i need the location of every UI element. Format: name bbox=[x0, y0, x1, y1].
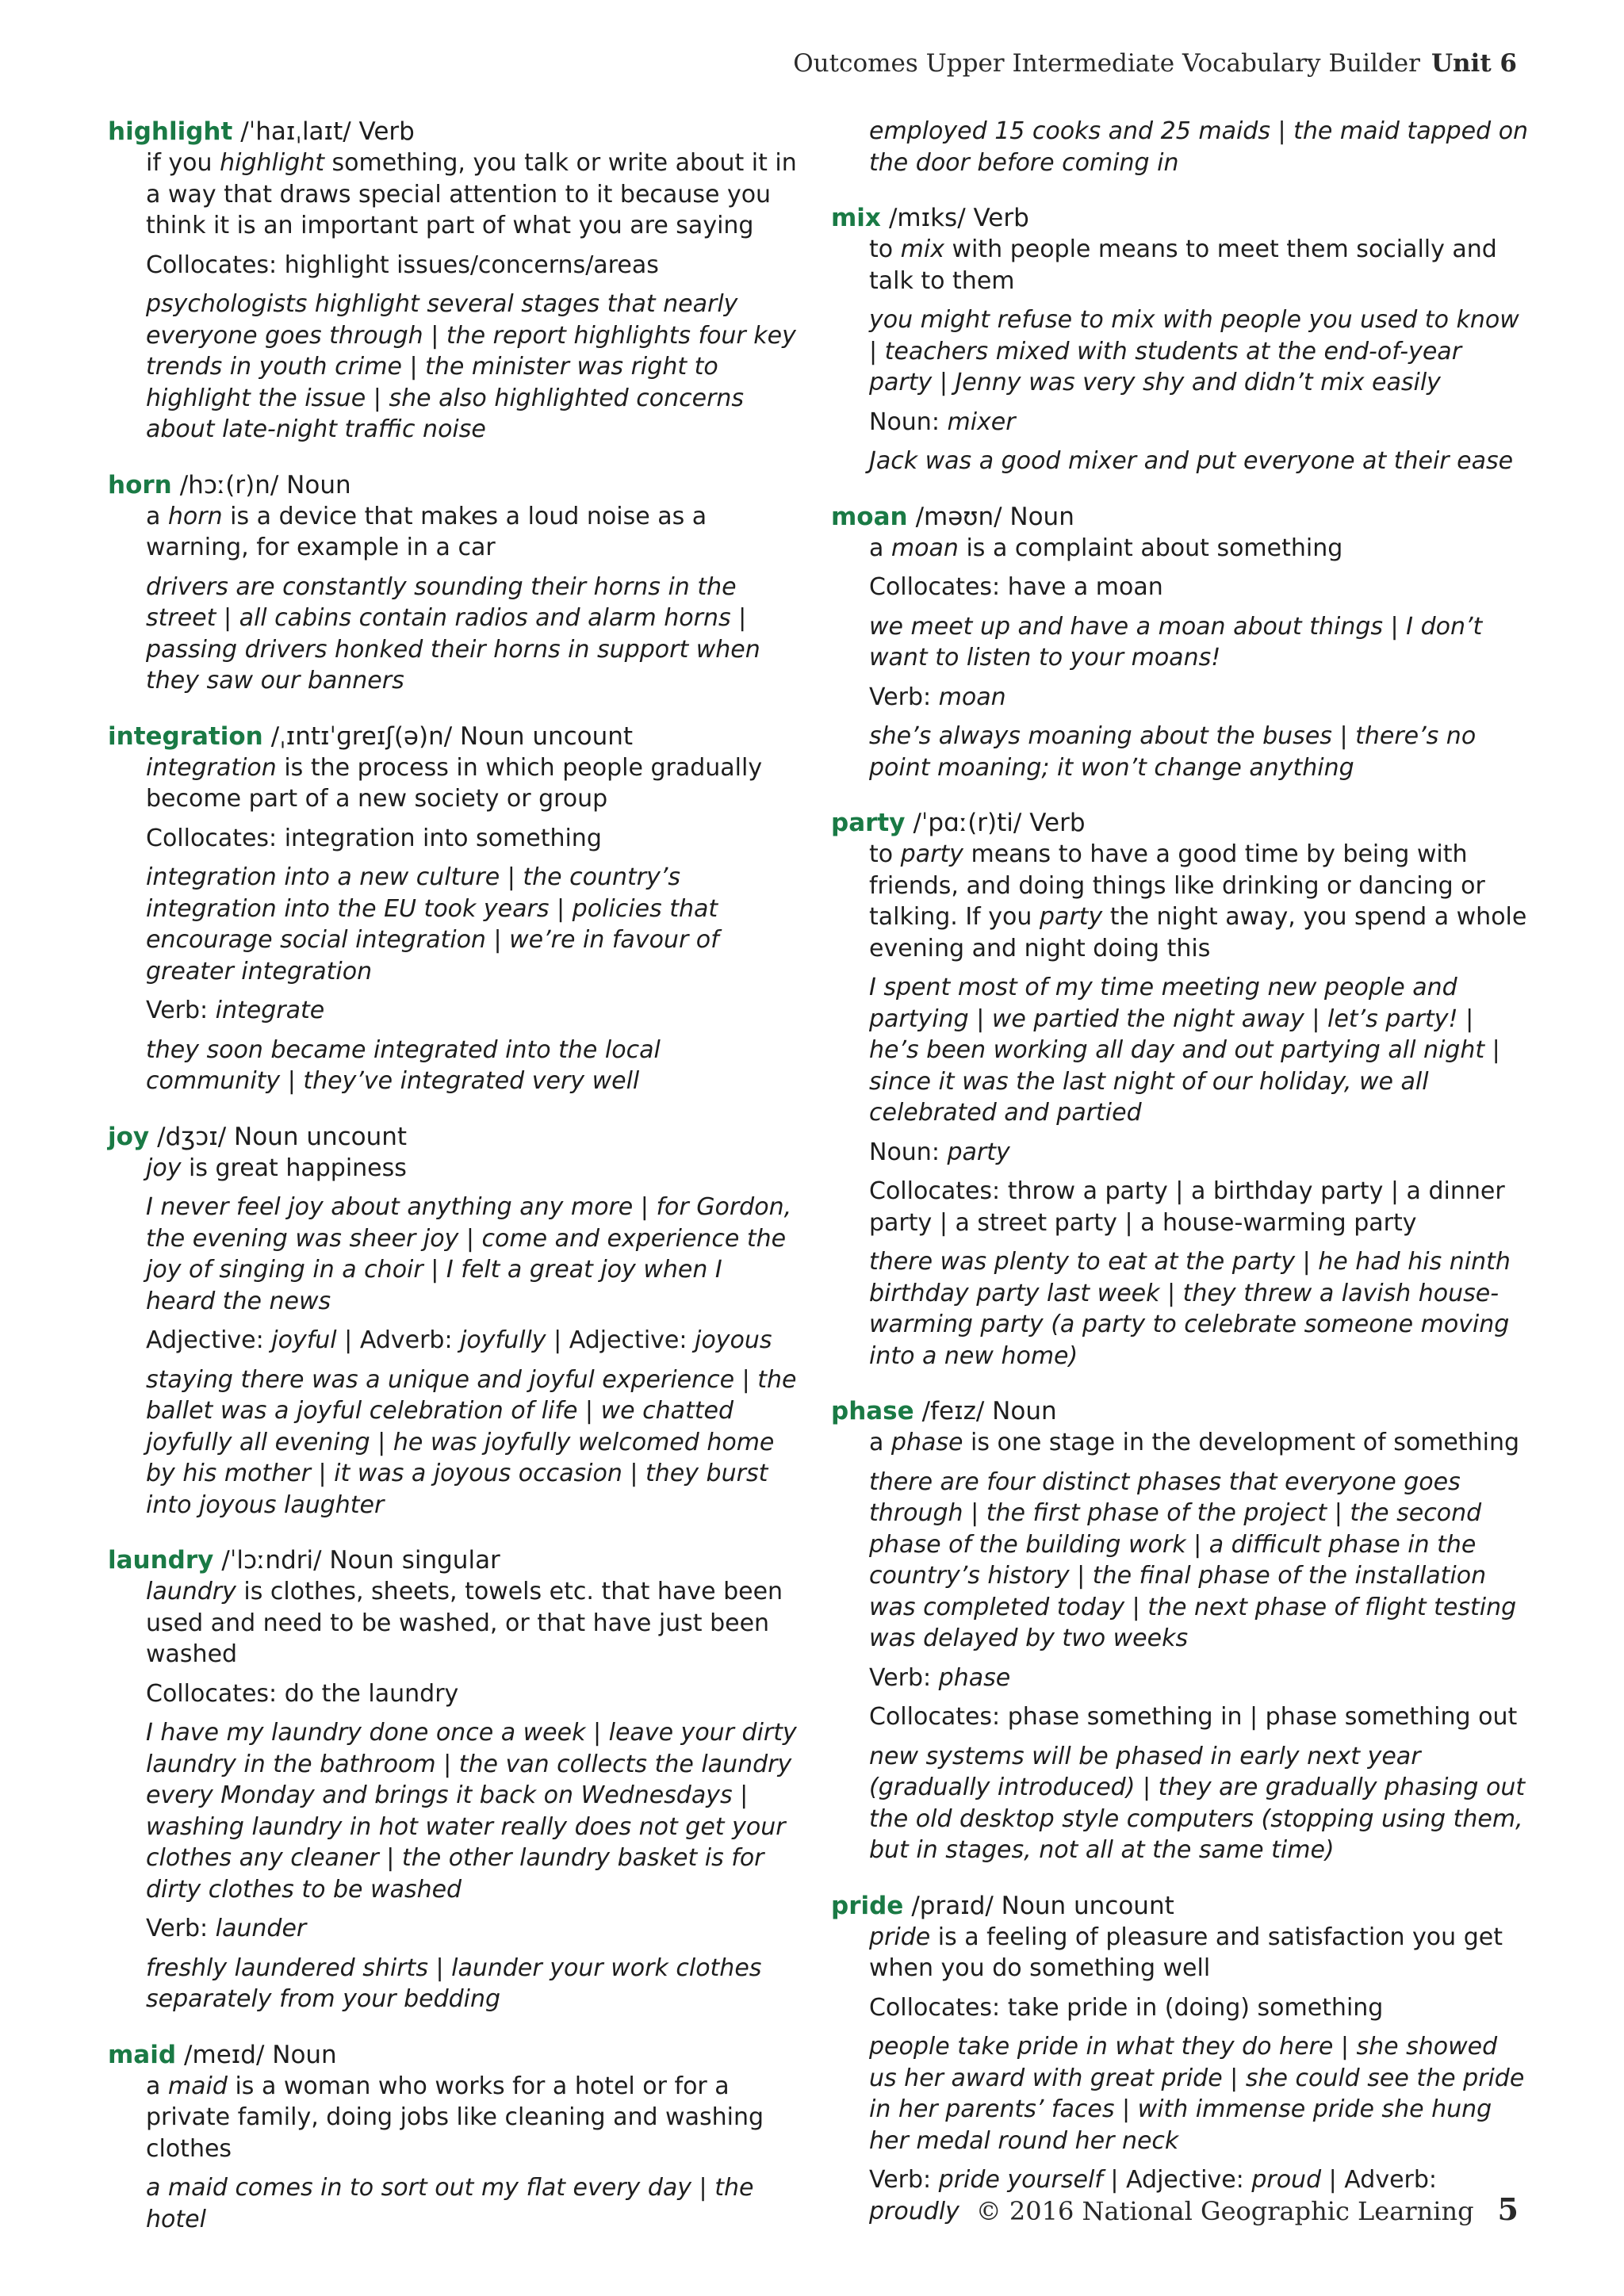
example-sentences: staying there was a unique and joyful experience | the ballet was a joyful celebration of life | we chatted joyfully all evening | he was joyfully welcomed home by his mother | it was a joyous occasion | they burst into joyous laughter bbox=[146, 1365, 797, 1519]
entry-head bbox=[108, 1544, 798, 1576]
headword: party bbox=[831, 809, 906, 837]
entry-mix bbox=[831, 202, 1529, 477]
pronunciation-and-class: /feɪz/ Noun bbox=[921, 1397, 1057, 1425]
pronunciation-and-class: /ˈpɑː(r)ti/ Verb bbox=[913, 809, 1086, 837]
pronunciation-and-class: /praɪd/ Noun uncount bbox=[911, 1891, 1174, 1920]
entry-body bbox=[869, 1922, 1529, 2228]
example-sentences: Jack was a good mixer and put everyone at their ease bbox=[869, 447, 1514, 475]
definition: laundry is clothes, sheets, towels etc. that have been used and need to be washed, or that have just been washed bbox=[146, 1578, 783, 1668]
entry-head bbox=[108, 2039, 798, 2071]
definition: joy is great happiness bbox=[146, 1154, 407, 1182]
definition: Verb: moan bbox=[869, 683, 1006, 711]
page-header bbox=[793, 49, 1517, 78]
example-sentences: people take pride in what they do here | she showed us her award with great pride | she could see the pride in her parents’ faces | with immense pride she hung her medal round her neck bbox=[869, 2033, 1525, 2155]
collocates: Collocates: highlight issues/concerns/areas bbox=[146, 251, 659, 279]
entry-head bbox=[108, 1121, 798, 1153]
entry-body bbox=[869, 234, 1529, 477]
definition: a maid is a woman who works for a hotel or for a private family, doing jobs like cleaning and washing clothes bbox=[146, 2072, 764, 2163]
headword: joy bbox=[108, 1122, 150, 1151]
entry-head bbox=[831, 1890, 1529, 1922]
entry-moan bbox=[831, 501, 1529, 784]
example-sentences: employed 15 cooks and 25 maids | the maid tapped on the door before coming in bbox=[869, 117, 1529, 177]
example-sentences: they soon became integrated into the local community | they’ve integrated very well bbox=[146, 1035, 661, 1095]
example-sentences: integration into a new culture | the country’s integration into the EU took years | policies that encourage social integration | we’re in favour of greater integration bbox=[146, 863, 719, 985]
entry-highlight bbox=[108, 116, 798, 446]
collocates: Collocates: have a moan bbox=[869, 573, 1163, 601]
headword: integration bbox=[108, 721, 263, 751]
entry-body bbox=[146, 1576, 798, 2015]
definition: a horn is a device that makes a loud noise as a warning, for example in a car bbox=[146, 502, 707, 561]
headword: maid bbox=[108, 2040, 177, 2069]
example-sentences: I have my laundry done once a week | leave your dirty laundry in the bathroom | the van collects the laundry every Monday and brings it back on Wednesdays | washing laundry in hot water really does not get your clothes any cleaner | the other laundry basket is for dirty clothes to be washed bbox=[146, 1719, 797, 1904]
collocates: Collocates: throw a party | a birthday party | a dinner party | a street party | a house-warming party bbox=[869, 1177, 1505, 1237]
definition: a phase is one stage in the development of something bbox=[869, 1429, 1520, 1456]
entry-body bbox=[146, 147, 798, 446]
right-column bbox=[831, 116, 1529, 2251]
example-sentences: new systems will be phased in early next year (gradually introduced) | they are gradually phasing out the old desktop style computers (stopping using them, but in stages, not all at the same time) bbox=[869, 1742, 1526, 1864]
example-sentences: I spent most of my time meeting new people and partying | we partied the night away | let’s party! | he’s been working all day and out partying all night | since it was the last night of our holiday, we all celebrated and partied bbox=[869, 974, 1500, 1127]
example-sentences: there was plenty to eat at the party | he had his ninth birthday party last week | they threw a lavish house-warming party (a party to celebrate someone moving into a new home) bbox=[869, 1248, 1511, 1370]
definition: pride is a feeling of pleasure and satisfaction you get when you do something well bbox=[869, 1923, 1503, 1982]
example-sentences: I never feel joy about anything any more | for Gordon, the evening was sheer joy | come and experience the joy of singing in a choir | I felt a great joy when I heard the news bbox=[146, 1193, 792, 1315]
headword: highlight bbox=[108, 117, 233, 146]
collocates: Collocates: integration into something bbox=[146, 824, 602, 852]
entry-phase bbox=[831, 1395, 1529, 1866]
definition: integration is the process in which people gradually become part of a new society or group bbox=[146, 753, 763, 813]
example-sentences: a maid comes in to sort out my flat every day | the hotel bbox=[146, 2174, 754, 2233]
entry-horn bbox=[108, 469, 798, 697]
entry-body bbox=[869, 839, 1529, 1372]
example-sentences: psychologists highlight several stages that nearly everyone goes through | the report highlights four key trends in youth crime | the minister was right to highlight the issue | she also highlighted concerns about late-night traffic noise bbox=[146, 290, 796, 443]
entry-head bbox=[108, 116, 798, 147]
example-sentences: you might refuse to mix with people you used to know | teachers mixed with students at the end-of-year party | Jenny was very shy and didn’t mix easily bbox=[869, 306, 1519, 396]
pronunciation-and-class: /dʒɔɪ/ Noun uncount bbox=[157, 1122, 408, 1151]
headword: laundry bbox=[108, 1546, 214, 1575]
entry-body bbox=[146, 1153, 798, 1521]
example-sentences: she’s always moaning about the buses | there’s no point moaning; it won’t change anything bbox=[869, 722, 1477, 782]
definition: Noun: mixer bbox=[869, 408, 1016, 436]
definition: if you highlight something, you talk or write about it in a way that draws special attention to it because you think it is an important part of what you are saying bbox=[146, 149, 797, 239]
entry-joy bbox=[108, 1121, 798, 1521]
page-footer bbox=[976, 2191, 1519, 2227]
pronunciation-and-class: /hɔː(r)n/ Noun bbox=[179, 470, 351, 499]
example-sentences: drivers are constantly sounding their horns in the street | all cabins contain radios and alarm horns | passing drivers honked their horns in support when they saw our banners bbox=[146, 572, 760, 695]
headword: horn bbox=[108, 470, 172, 499]
entry-body bbox=[146, 501, 798, 697]
definition: Noun: party bbox=[869, 1138, 1010, 1166]
entry-body bbox=[869, 1427, 1529, 1866]
example-sentences: there are four distinct phases that everyone goes through | the first phase of the project | the second phase of the building work | a difficult phase in the country’s history | the final phase of the installation was completed today | the next phase of flight testing was delayed by two weeks bbox=[869, 1468, 1517, 1652]
definition: Verb: phase bbox=[869, 1663, 1011, 1692]
collocates: Collocates: take pride in (doing) something bbox=[869, 1993, 1384, 2022]
definition: Verb: pride yourself | Adjective: proud | Adverb: proudly bbox=[869, 2166, 1438, 2225]
entry-head bbox=[108, 721, 798, 752]
page-number: 5 bbox=[1497, 2191, 1519, 2227]
book-title: Outcomes Upper Intermediate Vocabulary Builder bbox=[793, 49, 1420, 78]
pronunciation-and-class: /ˈhaɪˌlaɪt/ Verb bbox=[240, 117, 415, 146]
definition: a moan is a complaint about something bbox=[869, 534, 1343, 562]
pronunciation-and-class: /ˌɪntɪˈɡreɪʃ(ə)n/ Noun uncount bbox=[270, 721, 634, 751]
headword: phase bbox=[831, 1397, 914, 1425]
entry-head bbox=[831, 501, 1529, 533]
entry-head bbox=[831, 807, 1529, 839]
headword: mix bbox=[831, 204, 881, 232]
entry-body bbox=[869, 533, 1529, 784]
headword: moan bbox=[831, 502, 908, 531]
unit-label: Unit 6 bbox=[1431, 49, 1517, 78]
copyright: © 2016 National Geographic Learning bbox=[975, 2196, 1474, 2226]
entry-pride bbox=[831, 1890, 1529, 2228]
definition: to party means to have a good time by being with friends, and doing things like drinking or dancing or talking. If you party the night away, you spend a whole evening and night doing this bbox=[869, 840, 1527, 962]
left-column bbox=[108, 116, 798, 2259]
collocates: Collocates: phase something in | phase something out bbox=[869, 1703, 1518, 1731]
entry-party bbox=[831, 807, 1529, 1372]
entry-integration bbox=[108, 721, 798, 1097]
collocates: Collocates: do the laundry bbox=[146, 1679, 459, 1708]
example-sentences: we meet up and have a moan about things | I don’t want to listen to your moans! bbox=[869, 612, 1483, 672]
entry-continuation bbox=[869, 116, 1529, 178]
pronunciation-and-class: /meɪd/ Noun bbox=[184, 2040, 337, 2069]
definition: Verb: launder bbox=[146, 1915, 307, 1942]
entry-maid bbox=[108, 2039, 798, 2236]
entry-body bbox=[146, 2071, 798, 2236]
entry-laundry bbox=[108, 1544, 798, 2015]
pronunciation-and-class: /mɪks/ Verb bbox=[888, 204, 1029, 232]
headword: pride bbox=[831, 1891, 904, 1920]
example-sentences: freshly laundered shirts | launder your work clothes separately from your bedding bbox=[146, 1954, 762, 2013]
definition: Verb: integrate bbox=[146, 997, 325, 1024]
entry-head bbox=[108, 469, 798, 501]
definition: to mix with people means to meet them socially and talk to them bbox=[869, 235, 1497, 295]
pronunciation-and-class: /ˈlɔːndri/ Noun singular bbox=[221, 1546, 500, 1575]
entry-body bbox=[146, 752, 798, 1097]
definition: Adjective: joyful | Adverb: joyfully | Adjective: joyous bbox=[146, 1326, 772, 1354]
pronunciation-and-class: /məʊn/ Noun bbox=[915, 502, 1074, 531]
entry-head bbox=[831, 1395, 1529, 1427]
entry-head bbox=[831, 202, 1529, 234]
